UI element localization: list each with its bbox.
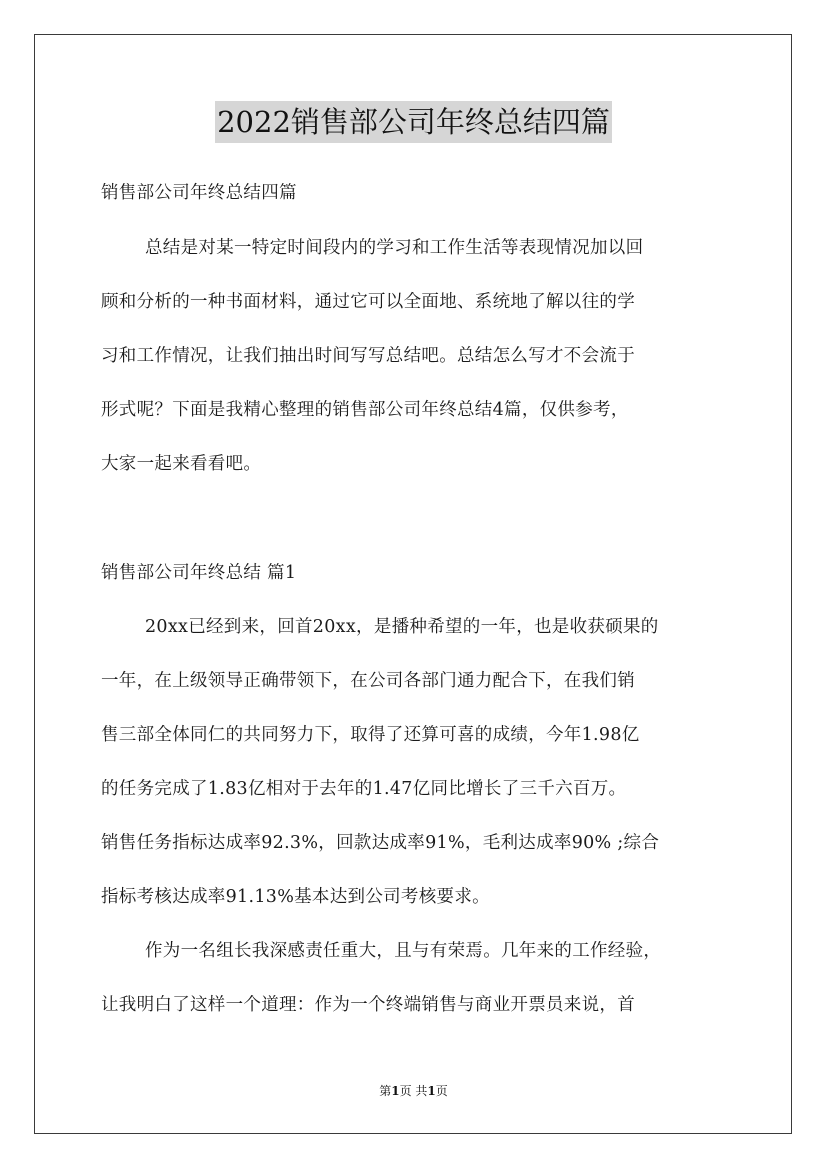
title-container xyxy=(0,101,827,143)
paragraph-line: 售三部全体同仁的共同努力下，取得了还算可喜的成绩，今年1.98亿 xyxy=(101,725,640,745)
page-footer xyxy=(0,1083,827,1099)
footer-prefix: 第 xyxy=(379,1084,392,1098)
intro-line: 总结是对某一特定时间段内的学习和工作生活等表现情况加以回 xyxy=(145,238,644,258)
paragraph-line: 20xx已经到来，回首20xx，是播种希望的一年，也是收获硕果的 xyxy=(145,617,659,637)
paragraph-line: 一年，在上级领导正确带领下，在公司各部门通力配合下，在我们销 xyxy=(101,671,635,691)
document-title: 2022销售部公司年终总结四篇 xyxy=(215,101,612,143)
footer-page-total: 1 xyxy=(427,1084,436,1098)
paragraph-line: 销售任务指标达成率92.3%，回款达成率91%，毛利达成率90% ;综合 xyxy=(101,833,660,853)
footer-suffix: 页 xyxy=(435,1084,448,1098)
paragraph-line: 指标考核达成率91.13%基本达到公司考核要求。 xyxy=(101,887,490,907)
intro-line: 形式呢？下面是我精心整理的销售部公司年终总结4篇，仅供参考， xyxy=(101,400,629,420)
section-heading: 销售部公司年终总结 篇1 xyxy=(101,563,297,583)
paragraph-line: 让我明白了这样一个道理：作为一个终端销售与商业开票员来说，首 xyxy=(101,995,635,1015)
intro-line: 习和工作情况，让我们抽出时间写写总结吧。总结怎么写才不会流于 xyxy=(101,346,635,366)
paragraph-line: 作为一名组长我深感责任重大，且与有荣焉。几年来的工作经验， xyxy=(145,941,662,961)
footer-mid: 页 共 xyxy=(399,1084,428,1098)
paragraph-line: 的任务完成了1.83亿相对于去年的1.47亿同比增长了三千六百万。 xyxy=(101,779,627,799)
intro-line: 大家一起来看看吧。 xyxy=(101,454,262,474)
intro-line: 顾和分析的一种书面材料，通过它可以全面地、系统地了解以往的学 xyxy=(101,292,635,312)
footer-page-number: 1 xyxy=(391,1084,400,1098)
document-subtitle: 销售部公司年终总结四篇 xyxy=(101,183,297,203)
